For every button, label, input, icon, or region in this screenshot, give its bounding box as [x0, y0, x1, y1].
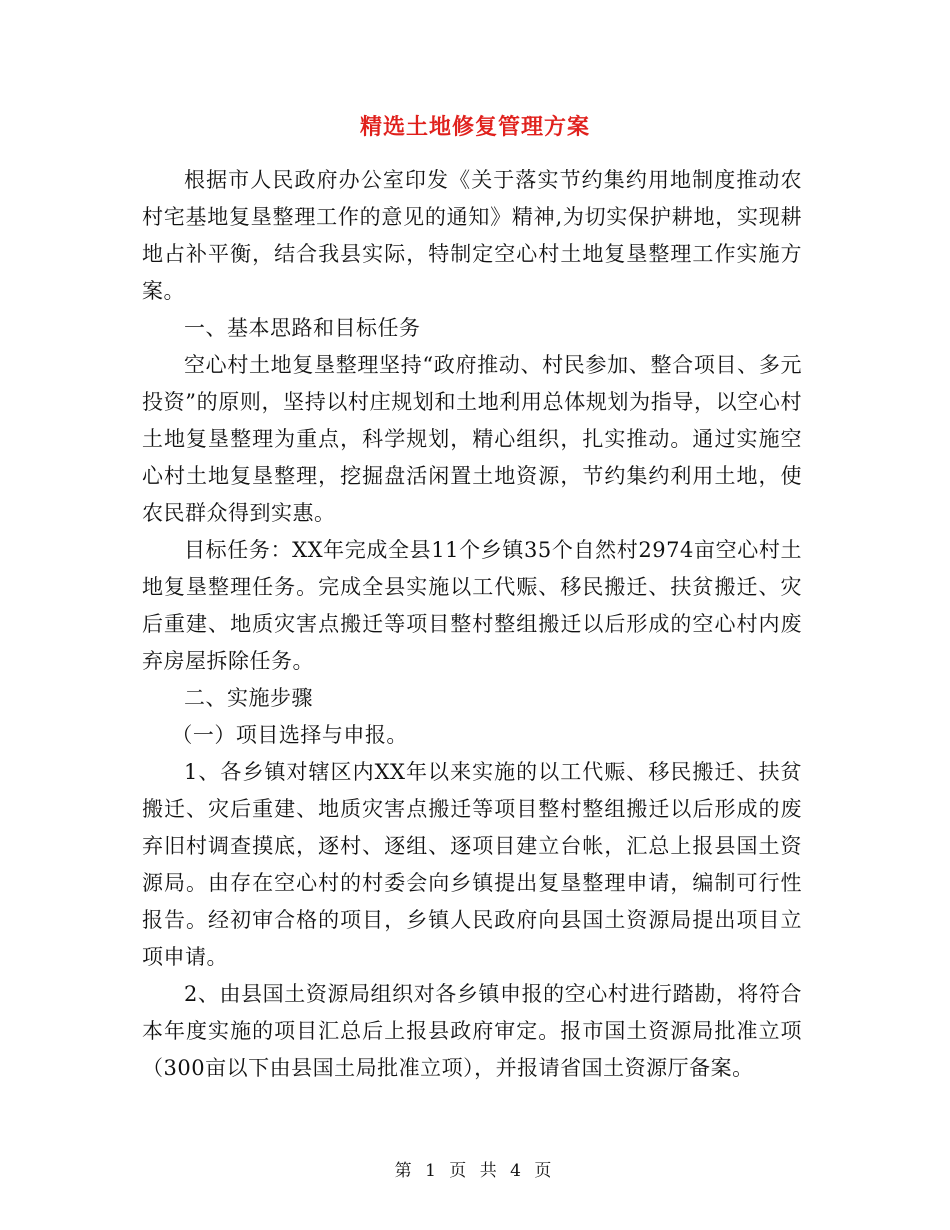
paragraph-targets: 目标任务：XX年完成全县11个乡镇35个自然村2974亩空心村土地复垦整理任务。完成全县实施以工代赈、移民搬迁、扶贫搬迁、灾后重建、地质灾害点搬迁等项目整村整组搬迁以后形成的空心村内废弃房屋拆除任务。: [142, 538, 802, 673]
section-heading-1: 一、基本思路和目标任务: [184, 316, 421, 340]
document-body: [142, 162, 802, 1087]
paragraph-step-1: 1、各乡镇对辖区内XX年以来实施的以工代赈、移民搬迁、扶贫搬迁、灾后重建、地质灾害点搬迁等项目整村整组搬迁以后形成的废弃旧村调查摸底，逐村、逐组、逐项目建立台帐，汇总上报县国土资源局。由存在空心村的村委会向乡镇提出复垦整理申请，编制可行性报告。经初审合格的项目，乡镇人民政府向县国土资源局提出项目立项申请。: [142, 760, 802, 969]
paragraph-principles: 空心村土地复垦整理坚持“政府推动、村民参加、整合项目、多元投资”的原则，坚持以村庄规划和土地利用总体规划为指导，以空心村土地复垦整理为重点，科学规划，精心组织，扎实推动。通过实施空心村土地复垦整理，挖掘盘活闲置土地资源，节约集约利用土地，使农民群众得到实惠。: [142, 353, 802, 525]
section-heading-2: 二、实施步骤: [184, 686, 313, 710]
subsection-heading-1: （一）项目选择与申报。: [171, 723, 408, 747]
paragraph-step-2: 2、由县国土资源局组织对各乡镇申报的空心村进行踏勘，将符合本年度实施的项目汇总后上报县政府审定。报市国土资源局批准立项（300亩以下由县国土局批准立项），并报请省国土资源厅备案。: [142, 982, 802, 1080]
document-title: 精选土地修复管理方案: [359, 115, 590, 140]
page-number-footer: 第 1 页 共 4 页: [394, 1161, 556, 1181]
paragraph-intro: 根据市人民政府办公室印发《关于落实节约集约用地制度推动农村宅基地复垦整理工作的意见的通知》精神,为切实保护耕地，实现耕地占补平衡，结合我县实际，特制定空心村土地复垦整理工作实施方案。: [142, 168, 802, 303]
